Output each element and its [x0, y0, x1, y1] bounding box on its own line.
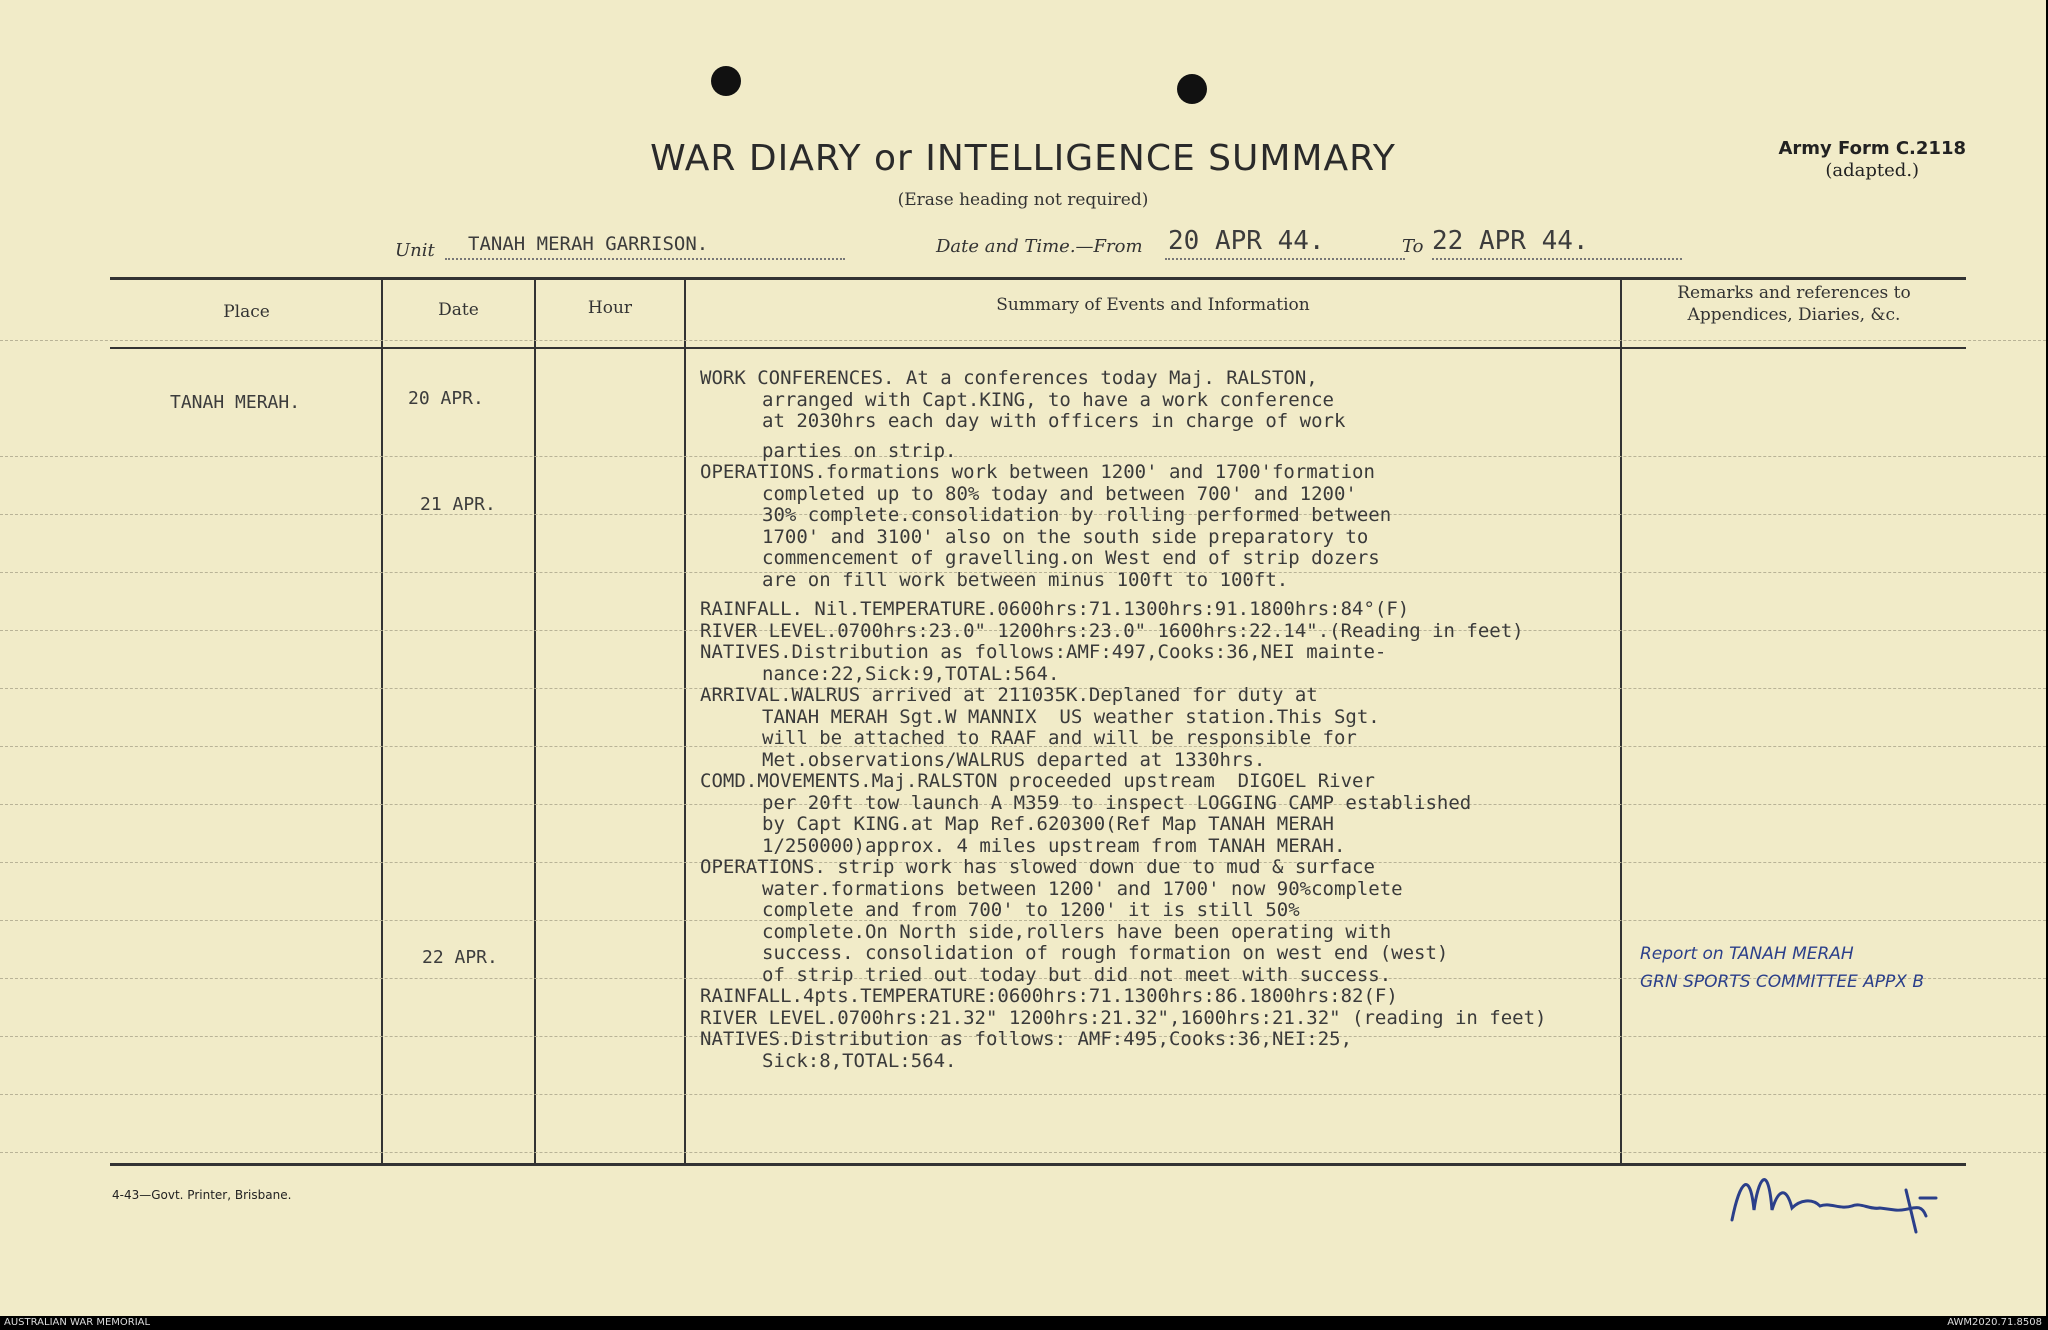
- date-to-value: 22 APR 44.: [1432, 226, 1589, 256]
- summary-line: NATIVES.Distribution as follows:AMF:497,Cooks:36,NEI mainte-: [700, 641, 1387, 663]
- footer-right: AWM2020.71.8508: [1947, 1317, 2042, 1328]
- summary-line: 30% complete.consolidation by rolling performed between: [762, 504, 1392, 526]
- summary-line: arranged with Capt.KING, to have a work conference: [762, 388, 1334, 411]
- summary-line: ARRIVAL.WALRUS arrived at 211035K.Deplaned for duty at: [700, 684, 1318, 706]
- summary-line: WORK CONFERENCES. At a conferences today Maj. RALSTON,: [700, 367, 1318, 389]
- col-divider-place: [381, 277, 383, 1165]
- unit-dotted-line: [445, 258, 845, 260]
- form-number-block: [1778, 138, 1966, 182]
- summary-line: OPERATIONS. strip work has slowed down due to mud & surface: [700, 856, 1375, 878]
- ruled-line: [0, 1094, 2046, 1095]
- summary-line: Sick:8,TOTAL:564.: [762, 1049, 957, 1072]
- summary-line: 1/250000)approx. 4 miles upstream from TANAH MERAH.: [762, 834, 1346, 857]
- from-dotted-line: [1165, 258, 1405, 260]
- summary-line: RIVER LEVEL.0700hrs:23.0" 1200hrs:23.0" 1600hrs:22.14".(Reading in feet): [700, 619, 1524, 642]
- summary-line: 1700' and 3100' also on the south side preparatory to: [762, 525, 1369, 548]
- col-divider-date: [534, 277, 536, 1165]
- summary-line: TANAH MERAH Sgt.W MANNIX US weather station.This Sgt.: [762, 705, 1380, 728]
- summary-line: RAINFALL. Nil.TEMPERATURE.0600hrs:71.1300hrs:91.1800hrs:84°(F): [700, 598, 1410, 620]
- place-entry: TANAH MERAH.: [170, 392, 301, 413]
- printer-line: 4-43—Govt. Printer, Brisbane.: [112, 1188, 292, 1202]
- col-header-hour: Hour: [587, 298, 633, 318]
- punch-hole-left: [711, 66, 741, 96]
- col-header-remarks-line1: Remarks and references to: [1677, 283, 1911, 303]
- col-header-remarks: [1622, 282, 1966, 326]
- col-header-date: Date: [438, 300, 479, 320]
- form-subtitle: (Erase heading not required): [897, 190, 1149, 210]
- summary-line: complete and from 700' to 1200' it is still 50%: [762, 899, 1300, 921]
- table-top-border: [110, 277, 1966, 280]
- date-from-value: 20 APR 44.: [1168, 226, 1325, 256]
- footer-left: AUSTRALIAN WAR MEMORIAL: [4, 1317, 151, 1328]
- summary-line: OPERATIONS.formations work between 1200' and 1700'formation: [700, 461, 1375, 483]
- punch-hole-right: [1177, 74, 1207, 104]
- summary-line: complete.On North side,rollers have been operating with: [762, 920, 1392, 943]
- summary-line: per 20ft tow launch A M359 to inspect LOGGING CAMP established: [762, 791, 1472, 814]
- to-dotted-line: [1432, 258, 1682, 260]
- remarks-line1: Report on TANAH MERAH: [1640, 944, 1854, 964]
- summary-line: completed up to 80% today and between 700' and 1200': [762, 482, 1357, 505]
- summary-line: RAINFALL.4pts.TEMPERATURE:0600hrs:71.1300hrs:86.1800hrs:82(F): [700, 985, 1398, 1007]
- col-header-place: Place: [223, 302, 270, 322]
- summary-line: success. consolidation of rough formation on west end (west): [762, 942, 1449, 964]
- remarks-line2: GRN SPORTS COMMITTEE APPX B: [1640, 972, 1925, 992]
- date-to-label: To: [1402, 236, 1424, 257]
- table-bottom-border: [110, 1163, 1966, 1166]
- summary-line: nance:22,Sick:9,TOTAL:564.: [762, 662, 1060, 685]
- unit-label: Unit: [395, 240, 435, 261]
- summary-line: will be attached to RAAF and will be responsible for: [762, 727, 1357, 749]
- col-divider-summary: [1620, 277, 1622, 1165]
- form-number: Army Form C.2118: [1778, 138, 1966, 159]
- form-title: WAR DIARY or INTELLIGENCE SUMMARY: [650, 138, 1396, 179]
- unit-value: TANAH MERAH GARRISON.: [468, 233, 709, 255]
- col-header-remarks-line2: Appendices, Diaries, &c.: [1687, 305, 1901, 325]
- remarks-entry: [1640, 940, 1970, 996]
- date-entry-22-apr: 22 APR.: [422, 947, 498, 968]
- summary-line: commencement of gravelling.on West end of strip dozers: [762, 547, 1380, 569]
- summary-line: of strip tried out today but did not meet with success.: [762, 963, 1392, 986]
- table-header-border: [110, 347, 1966, 349]
- date-entry-21-apr: 21 APR.: [420, 494, 496, 515]
- summary-line: at 2030hrs each day with officers in charge of work: [762, 410, 1346, 432]
- summary-line: water.formations between 1200' and 1700' now 90%complete: [762, 877, 1403, 900]
- summary-line: COMD.MOVEMENTS.Maj.RALSTON proceeded upstream DIGOEL River: [700, 770, 1375, 792]
- summary-line: are on fill work between minus 100ft to 100ft.: [762, 568, 1289, 591]
- summary-line: Met.observations/WALRUS departed at 1330hrs.: [762, 748, 1266, 771]
- summary-line: by Capt KING.at Map Ref.620300(Ref Map TANAH MERAH: [762, 813, 1334, 835]
- col-divider-hour: [684, 277, 686, 1165]
- form-adapted-note: (adapted.): [1825, 160, 1920, 181]
- summary-line: parties on strip.: [762, 439, 957, 462]
- signature-scrawl: [1720, 1140, 1960, 1250]
- ruled-line: [0, 340, 2046, 341]
- col-header-summary: Summary of Events and Information: [996, 295, 1310, 315]
- summary-of-events: [700, 368, 1620, 1072]
- date-from-label: Date and Time.—From: [936, 236, 1143, 257]
- summary-line: NATIVES.Distribution as follows: AMF:495,Cooks:36,NEI:25,: [700, 1028, 1353, 1050]
- date-entry-20-apr: 20 APR.: [408, 388, 484, 409]
- summary-line: RIVER LEVEL.0700hrs:21.32" 1200hrs:21.32",1600hrs:21.32" (reading in feet): [700, 1006, 1547, 1029]
